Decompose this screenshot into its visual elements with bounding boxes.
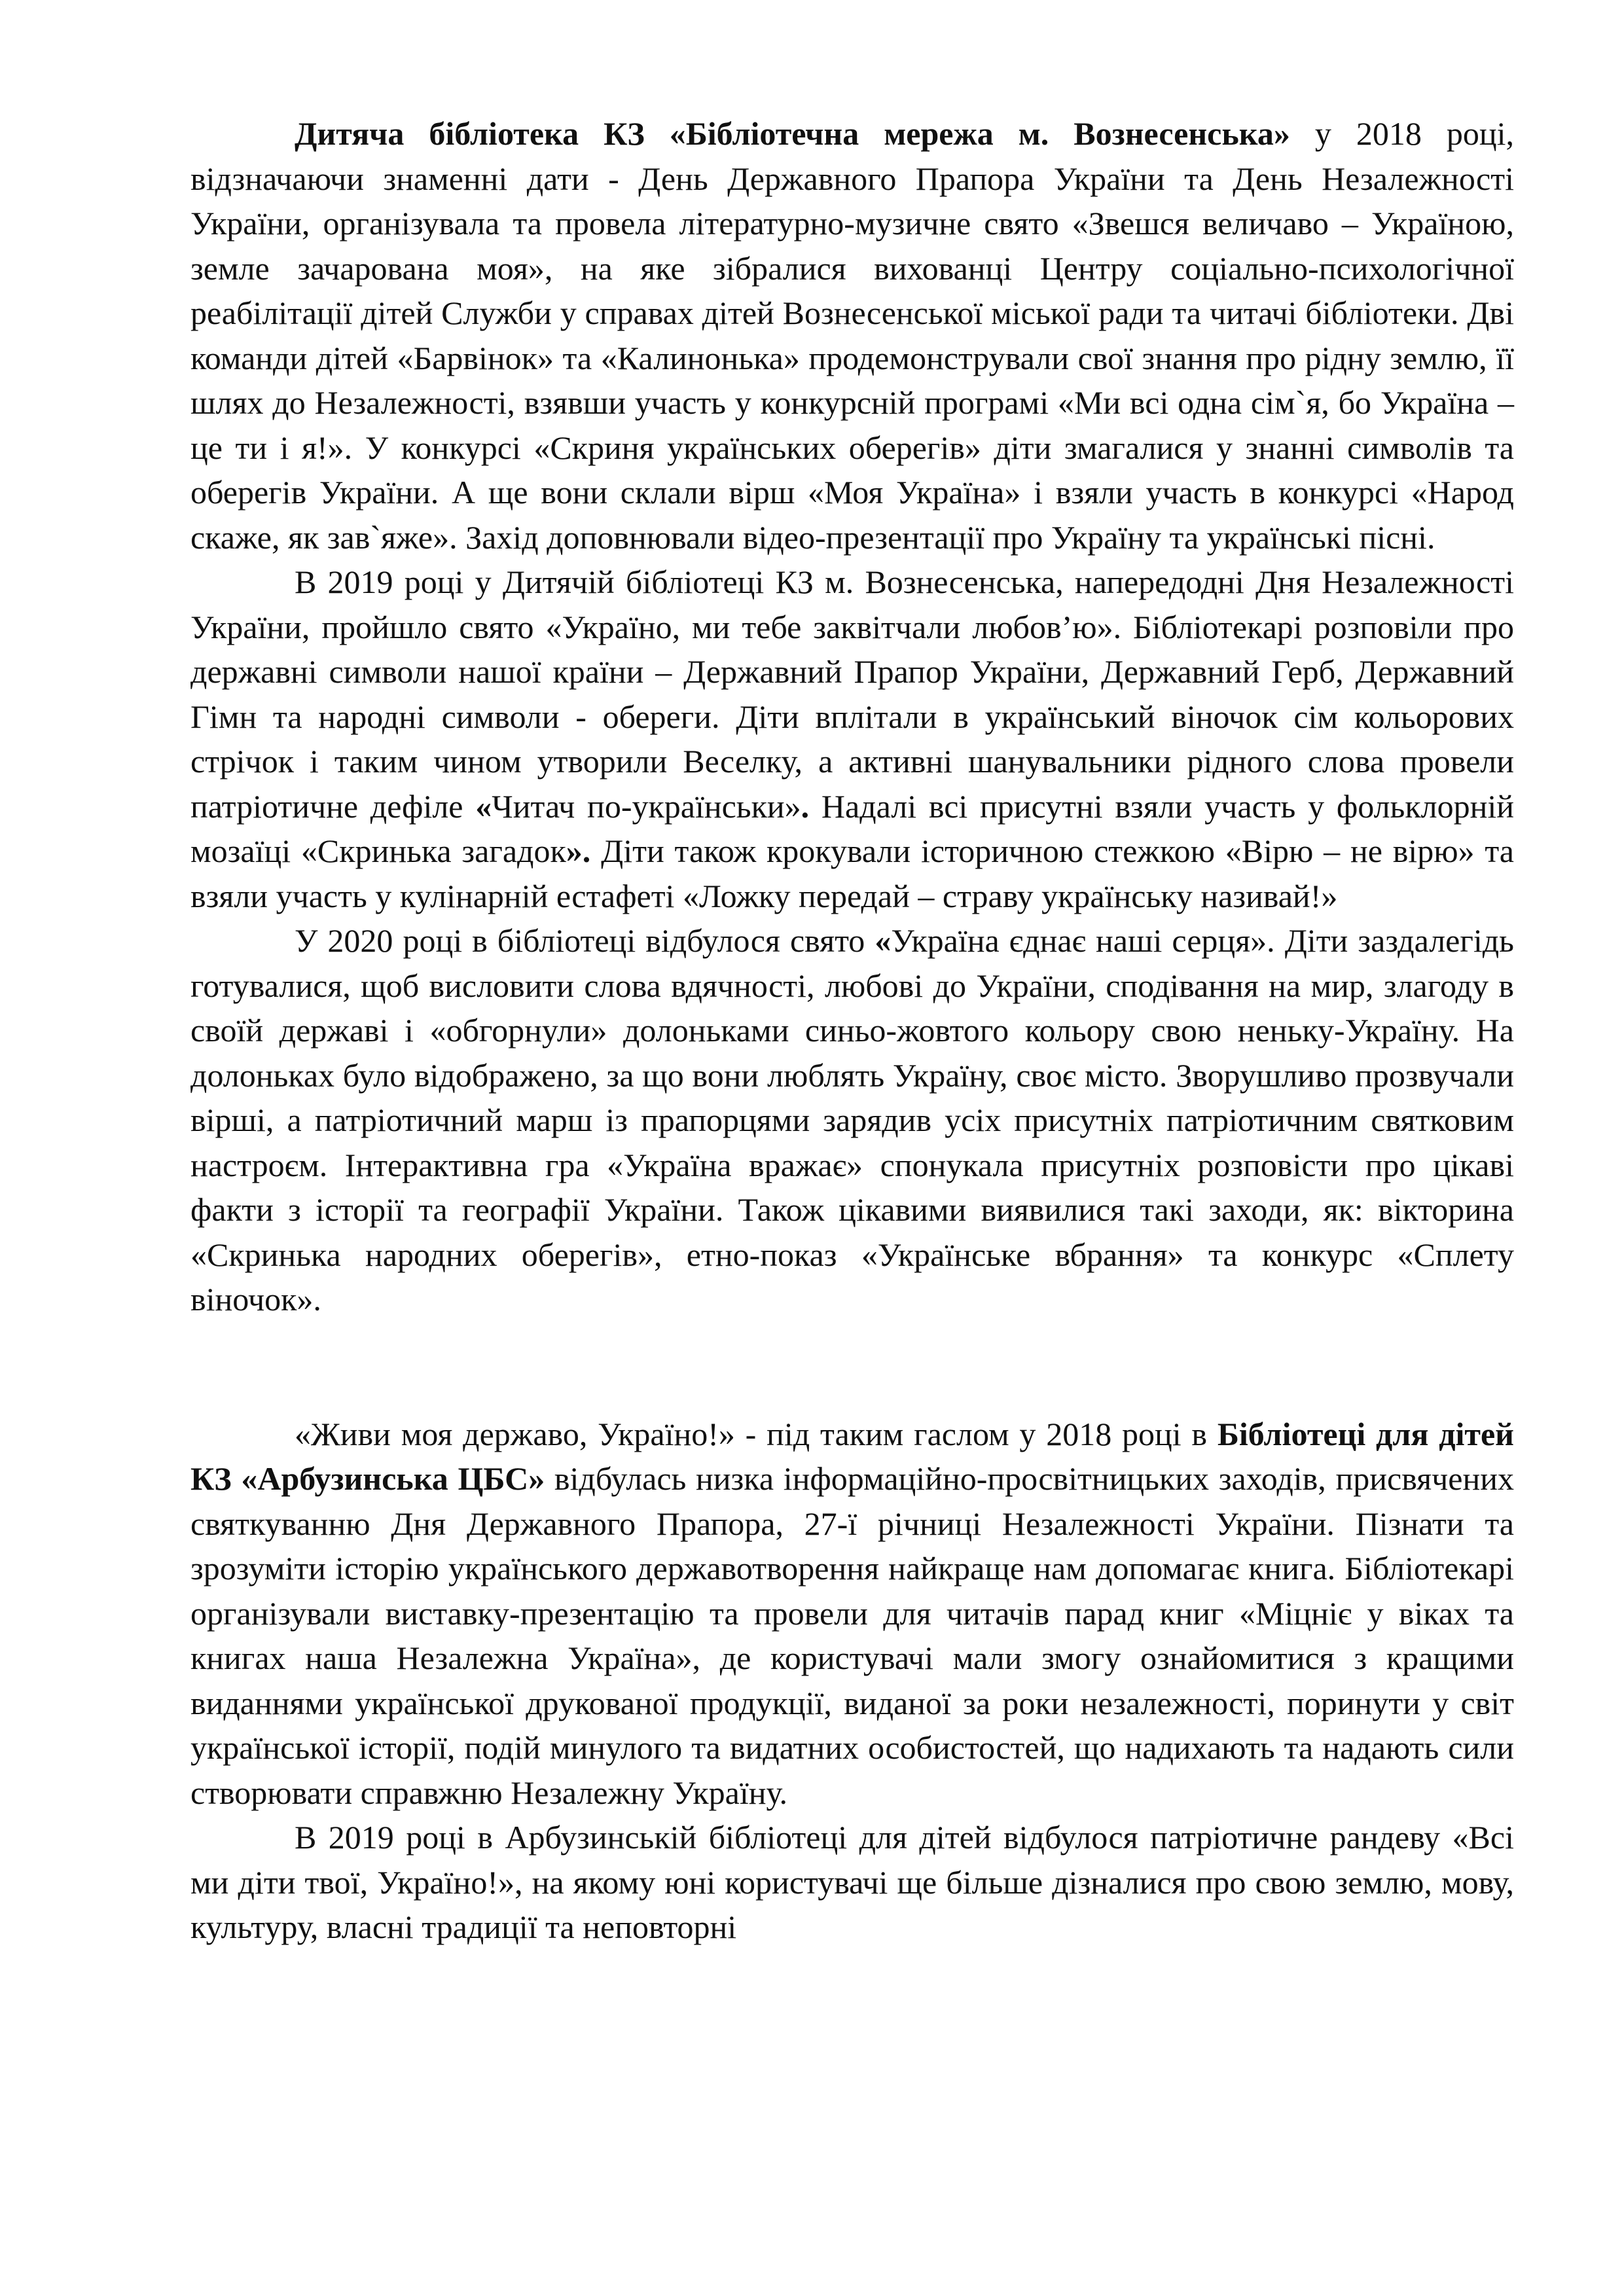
paragraph-5 bbox=[190, 1815, 1514, 1950]
paragraph-2-text-b: Читач по-українськи» bbox=[492, 787, 801, 825]
paragraph-4-text-b: відбулась низка інформаційно-просвітницьких заходів, присвячених святкуванню Дня Державного Прапора, 27-ї річниці Незалежності України. Пізнати та зрозуміти історію українського державотворення найкраще нам допомагає книга. Бібліотекарі організували виставку-презентацію та провели для читачів парад книг «Міцніє у віках та книгах наша Незалежна Україна», де користувачі мали змогу ознайомитися з кращими виданнями української друкованої продукції, виданої за роки незалежності, поринути у світ української історії, подій минулого та видатних особистостей, що надихають та надають сили створювати справжню Незалежну Україну. bbox=[190, 1460, 1514, 1811]
paragraph-1-text: у 2018 році, відзначаючи знаменні дати - День Державного Прапора України та День Незалежності України, організувала та провела літературно-музичне свято «Звешся величаво – Україною, земле зачарована моя», на яке зібралися вихованці Центру соціально-психологічної реабілітації дітей Служби у справах дітей Вознесенської міської ради та читачі бібліотеки. Дві команди дітей «Барвінок» та «Калинонька» продемонстрували свої знання про рідну землю, її шлях до Незалежності, взявши участь у конкурсній програмі «Ми всі одна сім`я, бо Україна – це ти і я!». У конкурсі «Скриня українських оберегів» діти змагалися у знанні символів та оберегів України. А ще вони склали вірш «Моя Україна» і взяли участь в конкурсі «Народ скаже, як зав`яже». Захід доповнювали відео-презентації про Україну та українські пісні. bbox=[190, 115, 1514, 556]
paragraph-2-text-d: Діти також крокували історичною стежкою «Вірю – не вірю» та взяли участь у кулінарній естафеті «Ложку передай – страву українську називай!» bbox=[190, 833, 1515, 914]
paragraph-2-text-c: Надалі всі присутні взяли участь у фольклорній мозаїці «Скринька загадок bbox=[190, 787, 1515, 869]
paragraph-3-text-b: Україна єднає наші серця». Діти заздалегідь готувалися, щоб висловити слова вдячності, любові до України, сподівання на мир, злагоду в своїй державі і «обгорнули» долоньками синьо-жовтого кольору свою неньку-Україну. На долоньках було відображено, за що вони люблять Україну, своє місто. Зворушливо прозвучали вірші, а патріотичний марш із прапорцями зарядив усіх присутніх патріотичним святковим настроєм. Інтерактивна гра «Україна вражає» спонукала присутніх розповісти про цікаві факти з історії та географії України. Також цікавими виявилися такі заходи, як: вікторина «Скринька народних оберегів», етно-показ «Українське вбрання» та конкурс «Сплету віночок». bbox=[190, 922, 1514, 1318]
paragraph-2-bold-c: ». bbox=[566, 833, 591, 869]
document-page bbox=[190, 111, 1514, 1950]
paragraph-5-text: В 2019 році в Арбузинській бібліотеці для дітей відбулося патріотичне рандеву «Всі ми діти твої, Україно!», на якому юні користувачі ще більше дізналися про свою землю, мову, культуру, власні традиції та неповторні bbox=[190, 1819, 1514, 1945]
paragraph-3 bbox=[190, 918, 1514, 1322]
paragraph-2-bold-b: . bbox=[801, 787, 810, 825]
paragraph-1 bbox=[190, 111, 1514, 560]
library-name-vozn: Дитяча бібліотека КЗ «Бібліотечна мережа м. Вознесенська» bbox=[295, 115, 1290, 152]
paragraph-spacer bbox=[190, 1322, 1514, 1412]
paragraph-2-bold-a: « bbox=[475, 787, 492, 825]
paragraph-3-bold-a: « bbox=[875, 922, 892, 959]
paragraph-2-text-a: В 2019 році у Дитячій бібліотеці КЗ м. Вознесенська, напередодні Дня Незалежності України, пройшло свято «Україно, ми тебе заквітчали любов’ю». Бібліотекарі розповіли про державні символи нашої країни – Державний Прапор України, Державний Герб, Державний Гімн та народні символи - обереги. Діти вплітали в український віночок сім кольорових стрічок і таким чином утворили Веселку, а активні шанувальники рідного слова провели патріотичне дефіле bbox=[190, 564, 1514, 825]
paragraph-3-text-a: У 2020 році в бібліотеці відбулося свято bbox=[295, 922, 875, 959]
paragraph-2 bbox=[190, 560, 1514, 918]
paragraph-4 bbox=[190, 1412, 1514, 1816]
paragraph-4-text-a: «Живи моя державо, Україно!» - під таким гаслом у 2018 році в bbox=[295, 1415, 1218, 1452]
library-name-arbuz: Бібліотеці для дітей КЗ «Арбузинська ЦБС» bbox=[190, 1415, 1514, 1497]
